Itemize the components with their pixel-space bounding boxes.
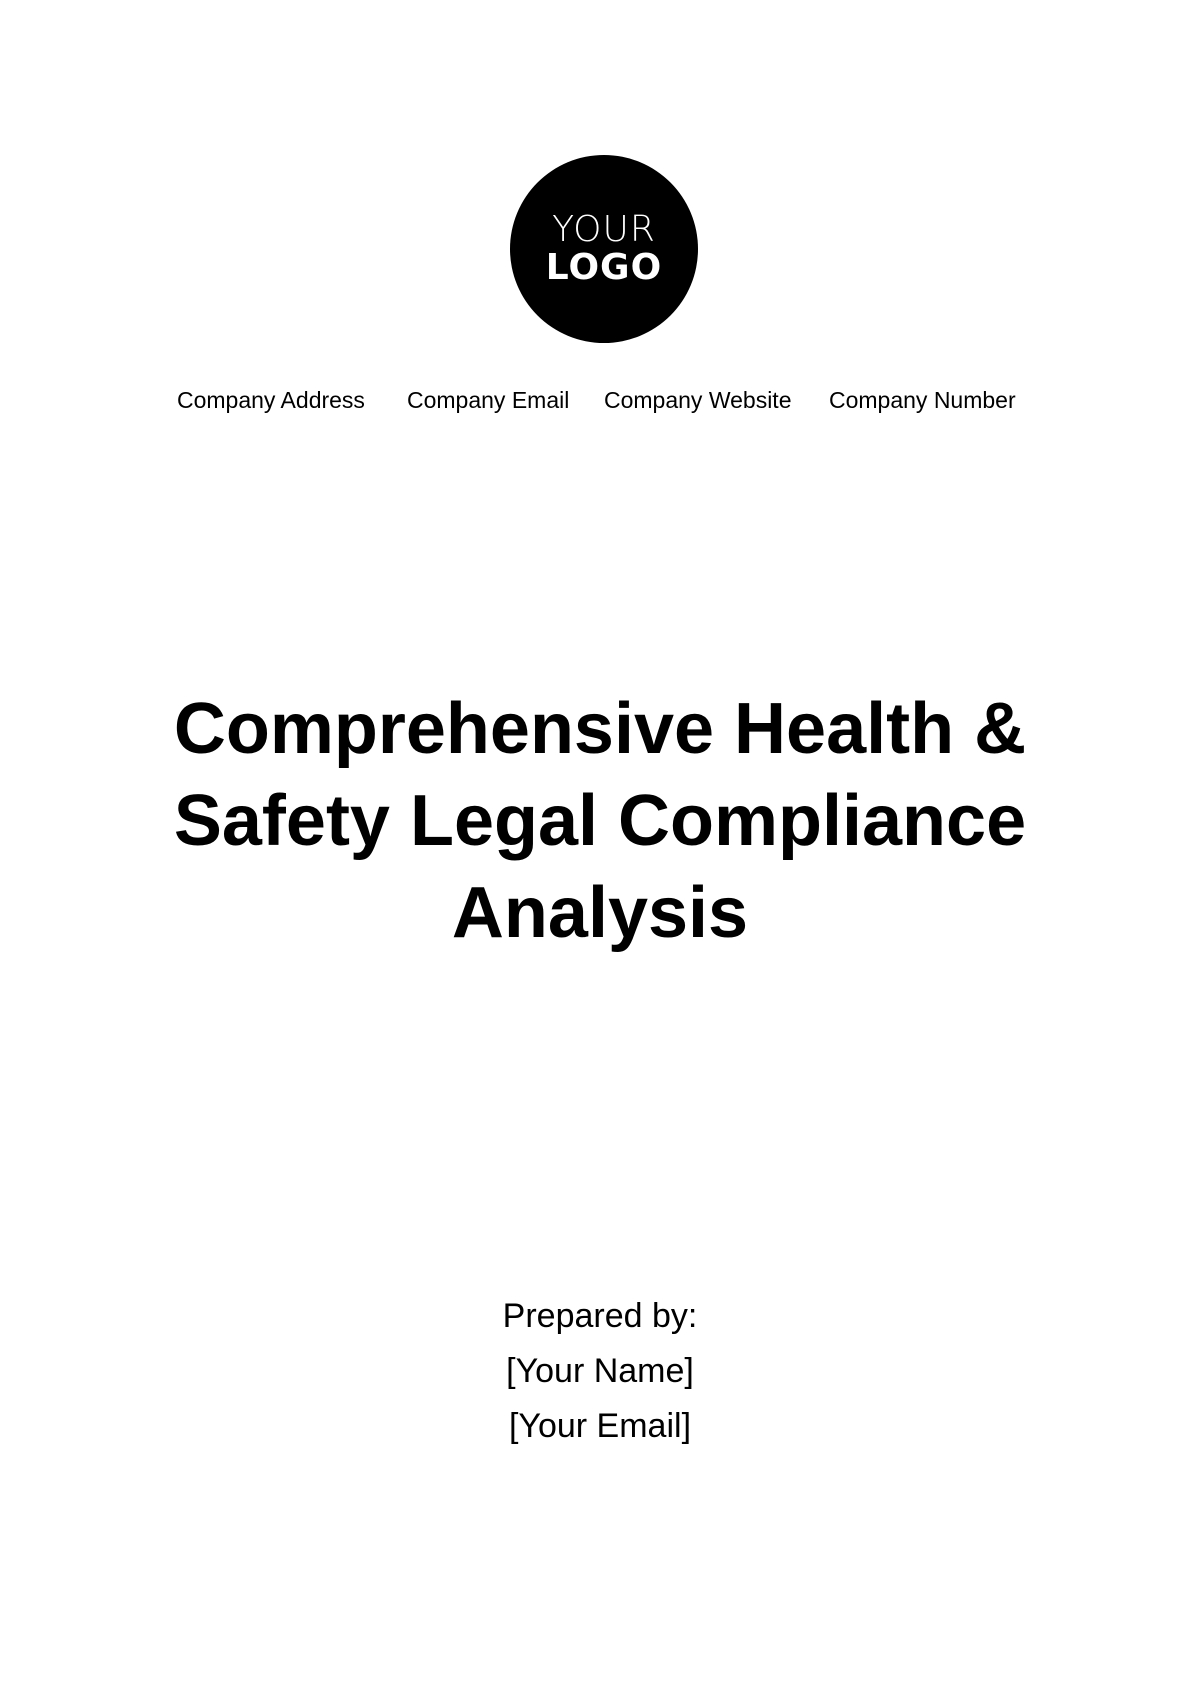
- company-logo: [510, 155, 698, 343]
- logo-text-logo: LOGO: [545, 247, 663, 288]
- company-email: Company Email: [407, 387, 570, 413]
- document-title: [100, 683, 1100, 959]
- prepared-by-block: [0, 1289, 1200, 1454]
- preparer-email: [Your Email]: [508, 1407, 692, 1445]
- logo-text-your: YOUR: [552, 209, 656, 250]
- preparer-name: [Your Name]: [506, 1352, 694, 1390]
- company-address: Company Address: [177, 387, 365, 413]
- company-number: Company Number: [829, 387, 1016, 413]
- prepared-by-label: Prepared by:: [502, 1297, 698, 1335]
- title-line-2: Safety Legal Compliance: [173, 781, 1027, 861]
- title-line-3: Analysis: [451, 873, 749, 953]
- title-line-1: Comprehensive Health &: [173, 689, 1027, 769]
- company-website: Company Website: [604, 387, 792, 413]
